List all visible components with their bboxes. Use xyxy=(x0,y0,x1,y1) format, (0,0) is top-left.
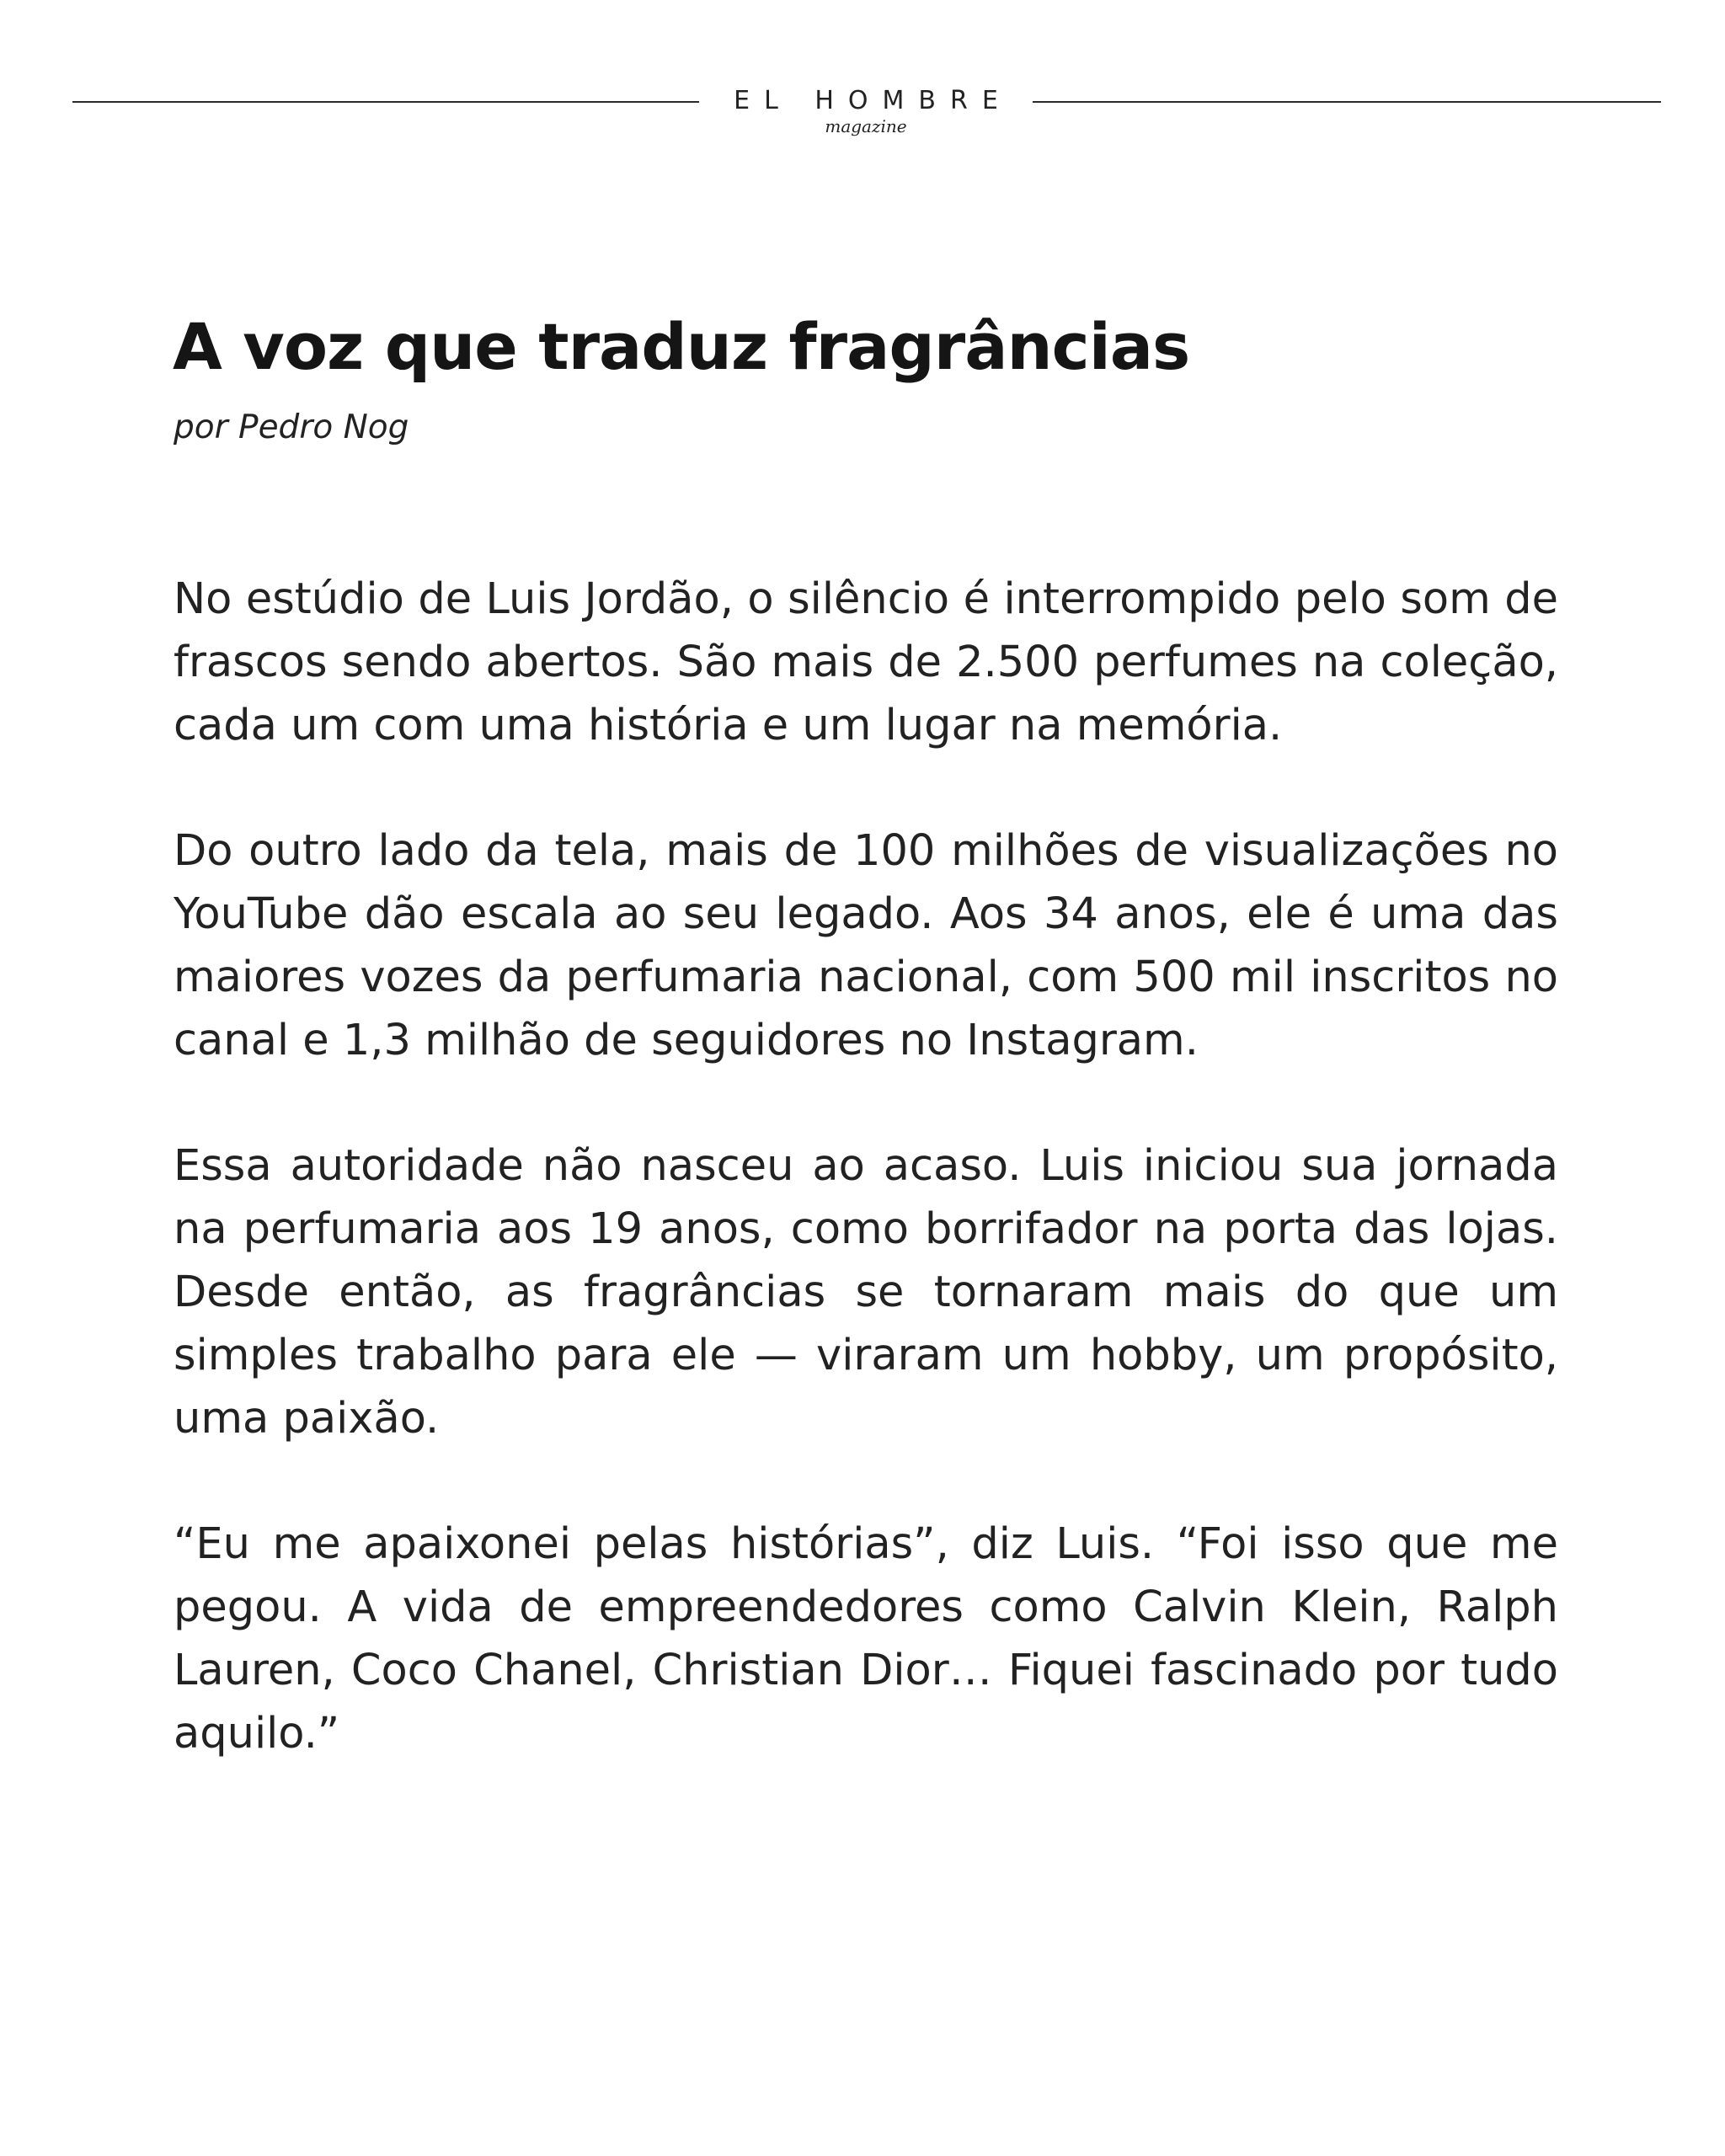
masthead-rule-right xyxy=(1033,101,1661,103)
article-body xyxy=(174,568,1558,1828)
masthead xyxy=(0,0,1725,168)
brand-subtitle: magazine xyxy=(825,116,907,136)
masthead-rule-left xyxy=(72,101,699,103)
article-title: A voz que traduz fragrâncias xyxy=(173,309,1190,384)
article-paragraph: Essa autoridade não nasceu ao acaso. Luis iniciou sua jornada na perfumaria aos 19 anos, como borrifador na porta das lojas. Desde então, as fragrâncias se tornaram mais do que um simples trabalho para ele — viraram um hobby, um propósito, uma paixão. xyxy=(174,1141,1558,1444)
article-byline: por Pedro Nog xyxy=(174,408,409,446)
brand-name: EL HOMBRE xyxy=(734,86,1012,115)
article-paragraph: Do outro lado da tela, mais de 100 milhões de visualizações no YouTube dão escala ao seu legado. Aos 34 anos, ele é uma das maiores vozes da perfumaria nacional, com 500 mil inscritos no canal e 1,3 milhão de seguidores no Instagram. xyxy=(174,826,1558,1065)
article-paragraph: No estúdio de Luis Jordão, o silêncio é interrompido pelo som de frascos sendo abertos. São mais de 2.500 perfumes na coleção, cada um com uma história e um lugar na memória. xyxy=(174,574,1558,750)
article-paragraph: “Eu me apaixonei pelas histórias”, diz Luis. “Foi isso que me pegou. A vida de empreendedores como Calvin Klein, Ralph Lauren, Coco Chanel, Christian Dior… Fiquei fascinado por tudo aquilo.” xyxy=(174,1519,1558,1758)
